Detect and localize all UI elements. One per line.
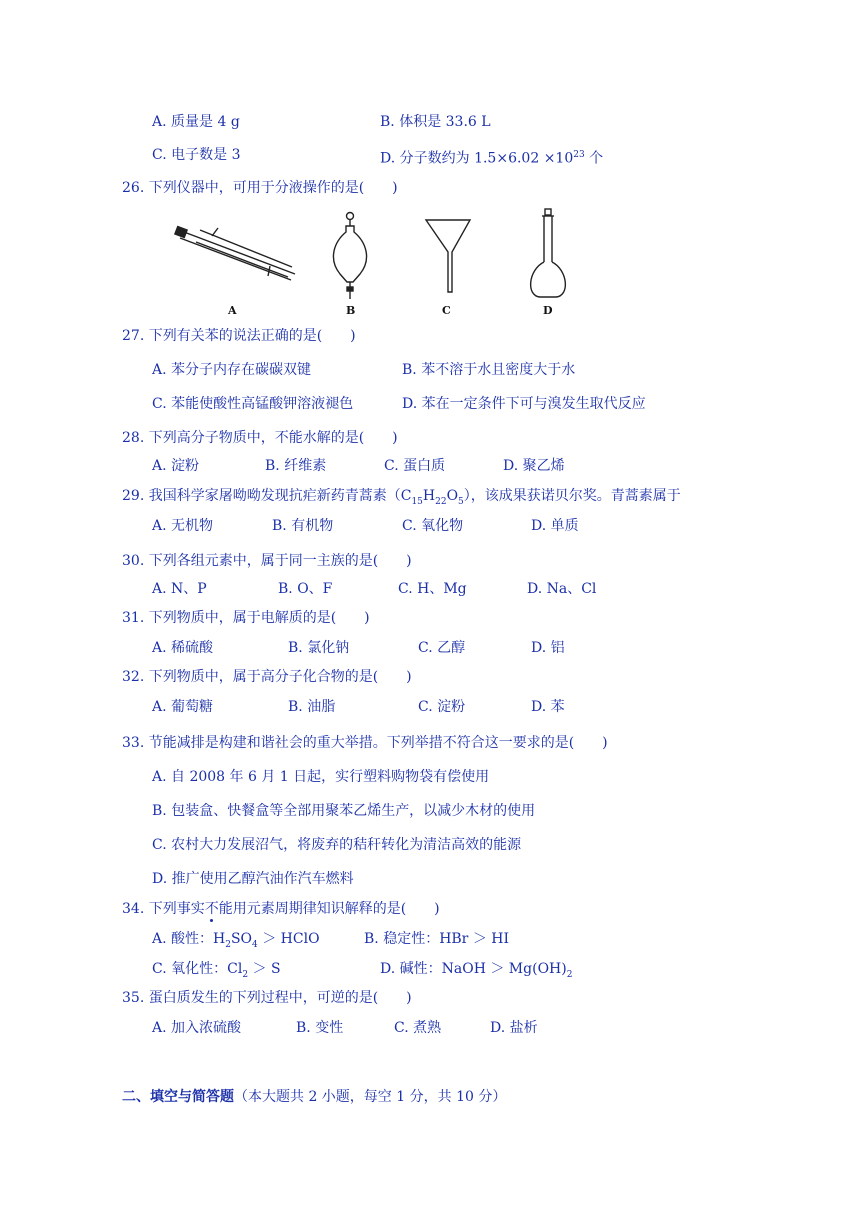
funnel-icon <box>426 220 470 292</box>
q35-option-a: A. 加入浓硫酸 <box>152 1020 242 1036</box>
q33-option-b: B. 包装盒、快餐盒等全部用聚苯乙烯生产，以减少木材的使用 <box>152 803 536 819</box>
q32-option-b: B. 油脂 <box>288 699 336 715</box>
q29-stem: 29. 我国科学家屠呦呦发现抗疟新药青蒿素$(C_{15}H_{22}O_5)$，该成果获诺贝尔奖。青蒿素属于 <box>122 488 681 507</box>
q29-option-d: D. 单质 <box>531 518 579 534</box>
q34-option-b: B. 稳定性：HBr ＞ HI <box>364 931 510 947</box>
figure-label-c: C <box>442 304 451 317</box>
q25-option-a: A. 质量是 4 g <box>152 114 240 130</box>
q27-option-b: B. 苯不溶于水且密度大于水 <box>402 362 576 378</box>
volumetric-flask-icon <box>531 209 566 297</box>
q34-option-c: C. 氧化性：$Cl_2 > S$ <box>152 961 281 980</box>
q30-option-b: B. O、F <box>278 581 333 597</box>
q32-option-c: C. 淀粉 <box>418 699 466 715</box>
q30-option-a: A. N、P <box>152 581 207 597</box>
q30-stem: 30. 下列各组元素中，属于同一主族的是( ) <box>122 553 412 569</box>
q27-option-a: A. 苯分子内存在碳碳双键 <box>152 362 312 378</box>
q33-stem: 33. 节能减排是构建和谐社会的重大举措。下列举措不符合这一要求的是( ) <box>122 735 608 751</box>
q31-option-c: C. 乙醇 <box>418 640 466 656</box>
figure-label-a: A <box>228 304 237 317</box>
q29-option-a: A. 无机物 <box>152 518 214 534</box>
q31-option-a: A. 稀硫酸 <box>152 640 214 656</box>
q31-stem: 31. 下列物质中，属于电解质的是( ) <box>122 610 370 626</box>
q28-option-b: B. 纤维素 <box>265 458 327 474</box>
q33-option-d: D. 推广使用乙醇汽油作汽车燃料 <box>152 871 354 887</box>
section-title: 二、填空与简答题 <box>122 1089 234 1105</box>
q33-option-a: A. 自 2008 年 6 月 1 日起，实行塑料购物袋有偿使用 <box>152 769 490 785</box>
q35-option-d: D. 盐析 <box>490 1020 538 1036</box>
q32-stem: 32. 下列物质中，属于高分子化合物的是( ) <box>122 669 412 685</box>
q32-option-a: A. 葡萄糖 <box>152 699 214 715</box>
q27-stem: 27. 下列有关苯的说法正确的是( ) <box>122 328 356 344</box>
q25-option-c: C. 电子数是 3 <box>152 147 241 163</box>
q30-option-c: C. H、Mg <box>398 581 467 597</box>
q35-option-c: C. 煮熟 <box>394 1020 442 1036</box>
q32-option-d: D. 苯 <box>531 699 565 715</box>
q28-option-c: C. 蛋白质 <box>384 458 446 474</box>
q35-stem: 35. 蛋白质发生的下列过程中，可逆的是( ) <box>122 990 412 1006</box>
section-note: （本大题共 2 小题，每空 1 分，共 10 分） <box>234 1089 507 1105</box>
emphasis-dot: 不 <box>204 901 219 917</box>
q34-option-d: D. 碱性：NaOH ＞ $Mg(OH)_2$ <box>380 961 573 980</box>
q28-stem: 28. 下列高分子物质中，不能水解的是( ) <box>122 430 398 446</box>
q33-option-c: C. 农村大力发展沼气，将废弃的秸秆转化为清洁高效的能源 <box>152 837 522 853</box>
q29-option-b: B. 有机物 <box>272 518 334 534</box>
q26-stem: 26. 下列仪器中，可用于分液操作的是( ) <box>122 180 398 196</box>
q29-option-c: C. 氧化物 <box>402 518 464 534</box>
lab-apparatus-figure <box>160 204 600 322</box>
q27-option-c: C. 苯能使酸性高锰酸钾溶液褪色 <box>152 396 354 412</box>
q25-option-b: B. 体积是 33.6 L <box>380 114 491 130</box>
q25-option-d: D. 分子数约为 $1.5\times 6.02 \times 10^{23}$ 个 <box>380 150 604 167</box>
separatory-funnel-icon <box>333 213 366 300</box>
q27-option-d: D. 苯在一定条件下可与溴发生取代反应 <box>402 396 646 412</box>
q28-option-a: A. 淀粉 <box>152 458 200 474</box>
section-heading <box>122 1087 506 1107</box>
figure-label-d: D <box>543 304 553 317</box>
figure-label-b: B <box>346 304 356 317</box>
q31-option-d: D. 铝 <box>531 640 565 656</box>
q30-option-d: D. Na、Cl <box>527 581 597 597</box>
q34-option-a: A. 酸性：$H_2SO_4$ ＞ HClO <box>152 931 320 950</box>
q35-option-b: B. 变性 <box>296 1020 344 1036</box>
q28-option-d: D. 聚乙烯 <box>503 458 565 474</box>
q34-stem: 34. 下列事实不能用元素周期律知识解释的是( ) <box>122 901 440 917</box>
condenser-icon <box>175 226 295 280</box>
q31-option-b: B. 氯化钠 <box>288 640 350 656</box>
